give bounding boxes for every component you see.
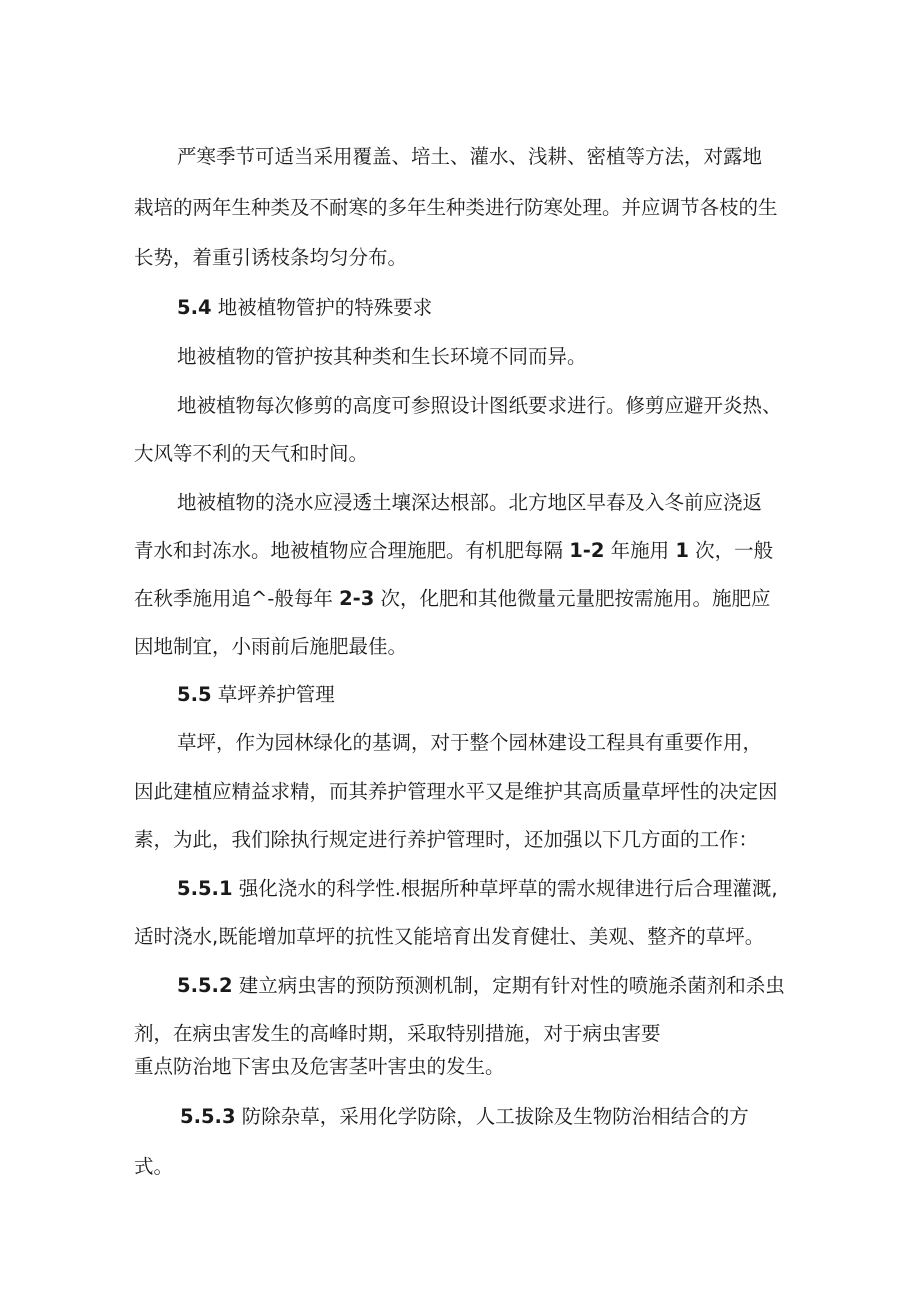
- text-run: 强化浇水的科学性.根据所种草坪草的需水规律进行后合理灌溉,: [232, 877, 778, 900]
- paragraph-line: 因地制宜，小雨前后施肥最佳。: [134, 635, 408, 658]
- section-heading-5-4: [177, 294, 432, 322]
- text-run: 在秋季施用追^-般每年: [134, 587, 340, 610]
- paragraph-line: 大风等不利的天气和时间。: [134, 442, 369, 465]
- paragraph-line: 地被植物的管护按其种类和生长环境不同而异。: [177, 345, 587, 368]
- paragraph-line: 地被植物的浇水应浸透土壤深达根部。北方地区早春及入冬前应浇返: [177, 491, 763, 514]
- subsection-number: 5.5.1: [177, 877, 233, 900]
- subsection-5-5-1: [177, 875, 778, 903]
- paragraph-line: 草坪，作为园林绿化的基调，对于整个园林建设工程具有重要作用，: [177, 731, 763, 754]
- section-title: 草坪养护管理: [211, 683, 335, 706]
- section-number: 5.4: [177, 296, 212, 319]
- paragraph-line: 长势，着重引诱枝条均匀分布。: [134, 246, 408, 269]
- number-run: 2-3: [339, 587, 375, 610]
- subsection-5-5-2: [177, 972, 785, 1000]
- subsection-number: 5.5.3: [180, 1105, 236, 1128]
- number-run: 1: [675, 539, 689, 562]
- paragraph-line: 重点防治地下害虫及危害茎叶害虫的发生。: [134, 1055, 505, 1078]
- subsection-5-5-3: [180, 1103, 749, 1131]
- paragraph-line: [134, 585, 771, 613]
- subsection-number: 5.5.2: [177, 974, 233, 997]
- paragraph-line: 严寒季节可适当采用覆盖、培土、灌水、浅耕、密植等方法，对露地: [177, 145, 763, 168]
- text-run: 年施用: [604, 539, 676, 562]
- paragraph-line: 剂，在病虫害发生的高峰时期，采取特别措施，对于病虫害要: [134, 1022, 661, 1045]
- section-title: 地被植物管护的特殊要求: [211, 296, 433, 319]
- paragraph-line: 式。: [134, 1155, 174, 1178]
- text-run: 青水和封冻水。地被植物应合理施肥。有机肥每隔: [134, 539, 570, 562]
- paragraph-line: 地被植物每次修剪的高度可参照设计图纸要求进行。修剪应避开炎热、: [177, 394, 782, 417]
- text-run: 次，一般: [688, 539, 774, 562]
- number-run: 1-2: [569, 539, 605, 562]
- text-run: 次，化肥和其他微量元量肥按需施用。施肥应: [374, 587, 771, 610]
- paragraph-line: 适时浇水,既能增加草坪的抗性又能培育出发育健壮、美观、整齐的草坪。: [134, 925, 765, 948]
- paragraph-line: [134, 537, 773, 565]
- paragraph-line: 因此建植应精益求精，而其养护管理水平又是维护其高质量草坪性的决定因: [134, 780, 778, 803]
- paragraph-line: 栽培的两年生种类及不耐寒的多年生种类进行防寒处理。并应调节各枝的生: [134, 196, 778, 219]
- text-run: 防除杂草，采用化学防除，人工拔除及生物防治相结合的方: [235, 1105, 749, 1128]
- section-heading-5-5: [177, 681, 335, 709]
- text-run: 建立病虫害的预防预测机制，定期有针对性的喷施杀菌剂和杀虫: [232, 974, 785, 997]
- section-number: 5.5: [177, 683, 212, 706]
- paragraph-line: 素，为此，我们除执行规定进行养护管理时，还加强以下几方面的工作：: [134, 828, 759, 851]
